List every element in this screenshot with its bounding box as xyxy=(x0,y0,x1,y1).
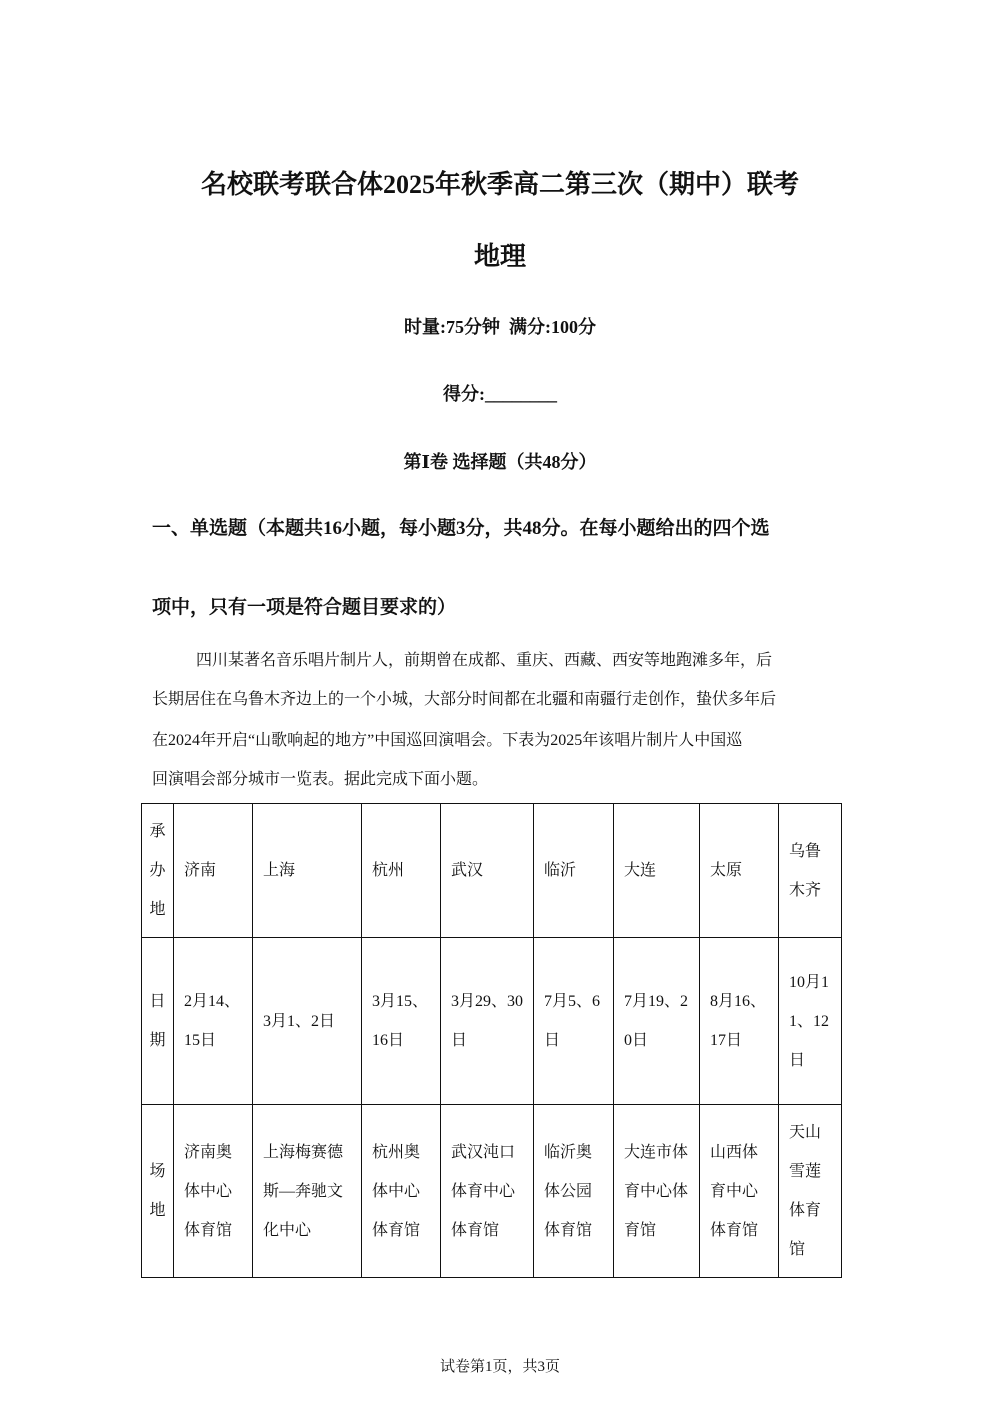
page-number-footer: 试卷第1页，共3页 xyxy=(439,1359,560,1375)
row-label-host: 承办地 xyxy=(142,804,174,938)
score-field: 得分:________ xyxy=(443,384,557,404)
venue-cell: 杭州奥体中心体育馆 xyxy=(362,1105,441,1278)
date-cell: 7月5、6日 xyxy=(534,938,614,1105)
date-cell: 8月16、17日 xyxy=(700,938,779,1105)
host-cell: 太原 xyxy=(700,804,779,938)
date-cell: 10月11、12日 xyxy=(779,938,842,1105)
date-cell: 2月14、15日 xyxy=(174,938,253,1105)
host-cell: 杭州 xyxy=(362,804,441,938)
exam-time-score-info: 时量:75分钟 满分:100分 xyxy=(404,317,596,337)
host-cell: 上海 xyxy=(253,804,362,938)
date-cell: 3月1、2日 xyxy=(253,938,362,1105)
row-label-date: 日期 xyxy=(142,938,174,1105)
section-heading: 第Ⅰ卷 选择题（共48分） xyxy=(403,452,597,472)
venue-cell: 天山雪莲体育馆 xyxy=(779,1105,842,1278)
host-cell: 济南 xyxy=(174,804,253,938)
host-cell: 乌鲁木齐 xyxy=(779,804,842,938)
row-label-venue: 场地 xyxy=(142,1105,174,1278)
venue-cell: 大连市体育中心体育馆 xyxy=(614,1105,700,1278)
passage-line-2: 长期居住在乌鲁木齐边上的一个小城，大部分时间都在北疆和南疆行走创作，蛰伏多年后 xyxy=(152,691,777,708)
venue-cell: 上海梅赛德斯—奔驰文化中心 xyxy=(253,1105,362,1278)
passage-line-4: 回演唱会部分城市一览表。据此完成下面小题。 xyxy=(152,771,489,788)
date-cell: 7月19、20日 xyxy=(614,938,700,1105)
date-cell: 3月15、16日 xyxy=(362,938,441,1105)
passage-line-1: 四川某著名音乐唱片制片人，前期曾在成都、重庆、西藏、西安等地跑滩多年，后 xyxy=(196,652,773,669)
host-cell: 大连 xyxy=(614,804,700,938)
venue-cell: 济南奥体中心体育馆 xyxy=(174,1105,253,1278)
table-row-venue xyxy=(142,1105,842,1278)
venue-cell: 山西体育中心体育馆 xyxy=(700,1105,779,1278)
subject-title: 地理 xyxy=(473,242,526,271)
venue-cell: 临沂奥体公园体育馆 xyxy=(534,1105,614,1278)
concert-tour-table xyxy=(141,803,842,1278)
table-row-date xyxy=(142,938,842,1105)
exam-title: 名校联考联合体2025年秋季高二第三次（期中）联考 xyxy=(200,170,799,199)
question-heading-line-1: 一、单选题（本题共16小题，每小题3分，共48分。在每小题给出的四个选 xyxy=(152,518,770,539)
passage-line-3: 在2024年开启“山歌响起的地方”中国巡回演唱会。下表为2025年该唱片制片人中国巡 xyxy=(152,732,743,749)
host-cell: 临沂 xyxy=(534,804,614,938)
host-cell: 武汉 xyxy=(441,804,534,938)
date-cell: 3月29、30日 xyxy=(441,938,534,1105)
venue-cell: 武汉沌口体育中心体育馆 xyxy=(441,1105,534,1278)
table-row-host xyxy=(142,804,842,938)
question-heading-line-2: 项中，只有一项是符合题目要求的） xyxy=(152,597,457,618)
